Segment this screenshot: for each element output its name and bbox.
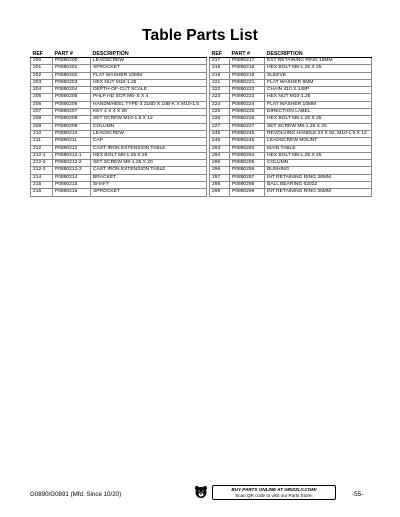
promo-headline: BUY PARTS ONLINE AT GRIZZLY.COM! — [231, 487, 317, 492]
part-number-cell: P0890219 — [230, 72, 265, 79]
table-row — [31, 167, 207, 174]
part-number-cell: P0890225 — [230, 109, 265, 116]
table-row — [210, 138, 372, 145]
table-row — [210, 182, 372, 189]
part-number-cell: P0890207 — [53, 109, 91, 116]
model-footer: G0890/G0891 (Mfd. Since 10/20) — [30, 491, 122, 498]
description-cell: FLAT WASHER 8MM — [265, 79, 372, 86]
description-cell: INT RETAINING RING 35MM — [265, 189, 372, 196]
table-row — [210, 160, 372, 167]
description-cell: HEX BOLT M8-1.25 X 25 — [265, 65, 372, 72]
table-row — [31, 182, 207, 189]
header-description: DESCRIPTION — [91, 50, 207, 58]
parts-table-left-body — [31, 58, 207, 197]
description-cell: HEX BOLT M8-1.25 X 25 — [265, 116, 372, 123]
ref-cell: 203 — [31, 79, 53, 86]
description-cell: CAP — [91, 138, 207, 145]
description-cell: SET SCREW M10-1.5 X 12 — [91, 116, 207, 123]
part-number-cell: P0890226 — [230, 116, 265, 123]
table-row — [210, 189, 372, 196]
part-number-cell: P0890212 — [53, 145, 91, 152]
ref-cell: 209 — [31, 123, 53, 130]
description-cell: HEX BOLT M8-1.25 X 45 — [265, 152, 372, 159]
ref-cell: 205 — [31, 94, 53, 101]
ref-cell: 201 — [31, 65, 53, 72]
description-cell: SLEEVE — [265, 72, 372, 79]
ref-cell: 245 — [210, 130, 230, 137]
description-cell: FLAT WASHER 10MM — [91, 72, 207, 79]
parts-table-right — [209, 50, 372, 197]
table-row — [210, 130, 372, 137]
ref-cell: 221 — [210, 79, 230, 86]
ref-cell: 225 — [210, 109, 230, 116]
promo-subtext: Scan QR code to visit our Parts Store. — [235, 493, 313, 499]
part-number-cell: P0890202 — [53, 72, 91, 79]
part-number-cell: P0890200 — [53, 58, 91, 65]
description-cell: DEPTH-OF-CUT SCALE — [91, 87, 207, 94]
table-row — [31, 123, 207, 130]
part-number-cell: P0890217 — [230, 58, 265, 65]
part-number-cell: P0890222 — [230, 87, 265, 94]
description-cell: INT RETAINING RING 38MM — [265, 174, 372, 181]
table-row — [31, 58, 207, 65]
part-number-cell: P0890224 — [230, 101, 265, 108]
description-cell: DIRECTION LABEL — [265, 109, 372, 116]
ref-cell: 212 — [31, 145, 53, 152]
parts-table-left — [30, 50, 207, 197]
header-description: DESCRIPTION — [265, 50, 372, 58]
part-number-cell: P0890205 — [53, 94, 91, 101]
table-row — [31, 101, 207, 108]
part-number-cell: P0890216 — [53, 189, 91, 196]
part-number-cell: P0890209 — [53, 123, 91, 130]
description-cell: LEADSCREW — [91, 130, 207, 137]
table-row — [31, 87, 207, 94]
description-cell: HEX NUT M10-1.25 — [265, 94, 372, 101]
page-title: Table Parts List — [142, 27, 258, 44]
table-row — [210, 174, 372, 181]
ref-cell: 219 — [210, 72, 230, 79]
description-cell: KEY 4 X 4 X 20 — [91, 109, 207, 116]
ref-cell: 211 — [31, 138, 53, 145]
table-row — [31, 174, 207, 181]
table-row — [210, 123, 372, 130]
part-number-cell: P0890212-2 — [53, 160, 91, 167]
part-number-cell: P0890211 — [53, 138, 91, 145]
page-number: -55- — [352, 491, 364, 498]
ref-cell: 214 — [31, 174, 53, 181]
table-row — [31, 72, 207, 79]
ref-cell: 207 — [31, 109, 53, 116]
ref-cell: 294 — [210, 152, 230, 159]
table-row — [31, 65, 207, 72]
ref-cell: 208 — [31, 116, 53, 123]
description-cell: SPROCKET — [91, 65, 207, 72]
table-row — [31, 130, 207, 137]
description-cell: BRACKET — [91, 174, 207, 181]
ref-cell: 204 — [31, 87, 53, 94]
part-number-cell: P0890221 — [230, 79, 265, 86]
table-row — [31, 189, 207, 196]
ref-cell: 212-2 — [31, 160, 53, 167]
part-number-cell: P0890295 — [230, 160, 265, 167]
table-row — [210, 58, 372, 65]
description-cell: PHLP HD SCR M5-.5 X 4 — [91, 94, 207, 101]
description-cell: COLUMN — [265, 160, 372, 167]
ref-cell: 298 — [210, 182, 230, 189]
header-ref: REF — [210, 50, 230, 58]
part-number-cell: P0890214 — [53, 174, 91, 181]
part-number-cell: P0890227 — [230, 123, 265, 130]
table-row — [210, 109, 372, 116]
description-cell: SPROCKET — [91, 189, 207, 196]
part-number-cell: P0890245 — [230, 130, 265, 137]
ref-cell: 217 — [210, 58, 230, 65]
table-header-row — [31, 50, 207, 58]
description-cell: BUSHING — [265, 167, 372, 174]
part-number-cell: P0890297 — [230, 174, 265, 181]
table-row — [31, 109, 207, 116]
part-number-cell: P0890215 — [53, 182, 91, 189]
description-cell: SET SCREW M8-1.25 X 20 — [265, 123, 372, 130]
table-row — [31, 116, 207, 123]
part-number-cell: P0890246 — [230, 138, 265, 145]
description-cell: REVOLVING HANDLE 24 X 92, M10-1.5 X 12 — [265, 130, 372, 137]
description-cell: SET SCREW M8-1.25 X 20 — [91, 160, 207, 167]
description-cell: FLAT WASHER 10MM — [265, 101, 372, 108]
table-row — [31, 138, 207, 145]
table-row — [210, 87, 372, 94]
table-row — [210, 79, 372, 86]
description-cell: HANDWHEEL TYPE-3 216D X 10B-K X M10-1.5 — [91, 101, 207, 108]
ref-cell: 200 — [31, 58, 53, 65]
description-cell: COLUMN — [91, 123, 207, 130]
table-row — [31, 94, 207, 101]
parts-store-promo[interactable] — [212, 485, 336, 500]
description-cell: MAIN TABLE — [265, 145, 372, 152]
part-number-cell: P0890212-3 — [53, 167, 91, 174]
table-row — [31, 160, 207, 167]
header-part: PART # — [53, 50, 91, 58]
table-row — [210, 145, 372, 152]
part-number-cell: P0890204 — [53, 87, 91, 94]
part-number-cell: P0890298 — [230, 182, 265, 189]
part-number-cell: P0890299 — [230, 189, 265, 196]
table-row — [210, 101, 372, 108]
table-header-row — [210, 50, 372, 58]
ref-cell: 223 — [210, 94, 230, 101]
ref-cell: 216 — [31, 189, 53, 196]
description-cell: EXT RETAINING RING 15MM — [265, 58, 372, 65]
ref-cell: 210 — [31, 130, 53, 137]
description-cell: LEADSCREW MOUNT — [265, 138, 372, 145]
ref-cell: 206 — [31, 101, 53, 108]
part-number-cell: P0890218 — [230, 65, 265, 72]
description-cell: HEX BOLT M8-1.25 X 25 — [91, 152, 207, 159]
ref-cell: 226 — [210, 116, 230, 123]
parts-table-right-body — [210, 58, 372, 197]
ref-cell: 295 — [210, 160, 230, 167]
table-row — [31, 152, 207, 159]
part-number-cell: P0890206 — [53, 101, 91, 108]
table-row — [210, 152, 372, 159]
ref-cell: 215 — [31, 182, 53, 189]
table-row — [210, 116, 372, 123]
header-ref: REF — [31, 50, 53, 58]
ref-cell: 293 — [210, 145, 230, 152]
description-cell: CAST IRON EXTENSION TABLE — [91, 145, 207, 152]
ref-cell: 246 — [210, 138, 230, 145]
part-number-cell: P0890210 — [53, 130, 91, 137]
ref-cell: 299 — [210, 189, 230, 196]
description-cell: BALL BEARING 6202Z — [265, 182, 372, 189]
part-number-cell: P0890212-1 — [53, 152, 91, 159]
description-cell: CHAIN 410 X 148P — [265, 87, 372, 94]
header-part: PART # — [230, 50, 265, 58]
ref-cell: 224 — [210, 101, 230, 108]
part-number-cell: P0890208 — [53, 116, 91, 123]
table-row — [31, 79, 207, 86]
description-cell: HEX NUT M10-1.25 — [91, 79, 207, 86]
part-number-cell: P0890201 — [53, 65, 91, 72]
description-cell: CAST IRON EXTENSION TABLE — [91, 167, 207, 174]
part-number-cell: P0890293 — [230, 145, 265, 152]
ref-cell: 202 — [31, 72, 53, 79]
part-number-cell: P0890294 — [230, 152, 265, 159]
table-row — [210, 72, 372, 79]
grizzly-bear-logo-icon — [194, 485, 208, 499]
ref-cell: 222 — [210, 87, 230, 94]
ref-cell: 218 — [210, 65, 230, 72]
table-row — [210, 65, 372, 72]
ref-cell: 227 — [210, 123, 230, 130]
ref-cell: 296 — [210, 167, 230, 174]
table-row — [210, 167, 372, 174]
description-cell: LEADSCREW — [91, 58, 207, 65]
ref-cell: 212-3 — [31, 167, 53, 174]
part-number-cell: P0890296 — [230, 167, 265, 174]
ref-cell: 297 — [210, 174, 230, 181]
description-cell: SHAFT — [91, 182, 207, 189]
part-number-cell: P0890203 — [53, 79, 91, 86]
table-row — [210, 94, 372, 101]
ref-cell: 212-1 — [31, 152, 53, 159]
table-row — [31, 145, 207, 152]
part-number-cell: P0890223 — [230, 94, 265, 101]
